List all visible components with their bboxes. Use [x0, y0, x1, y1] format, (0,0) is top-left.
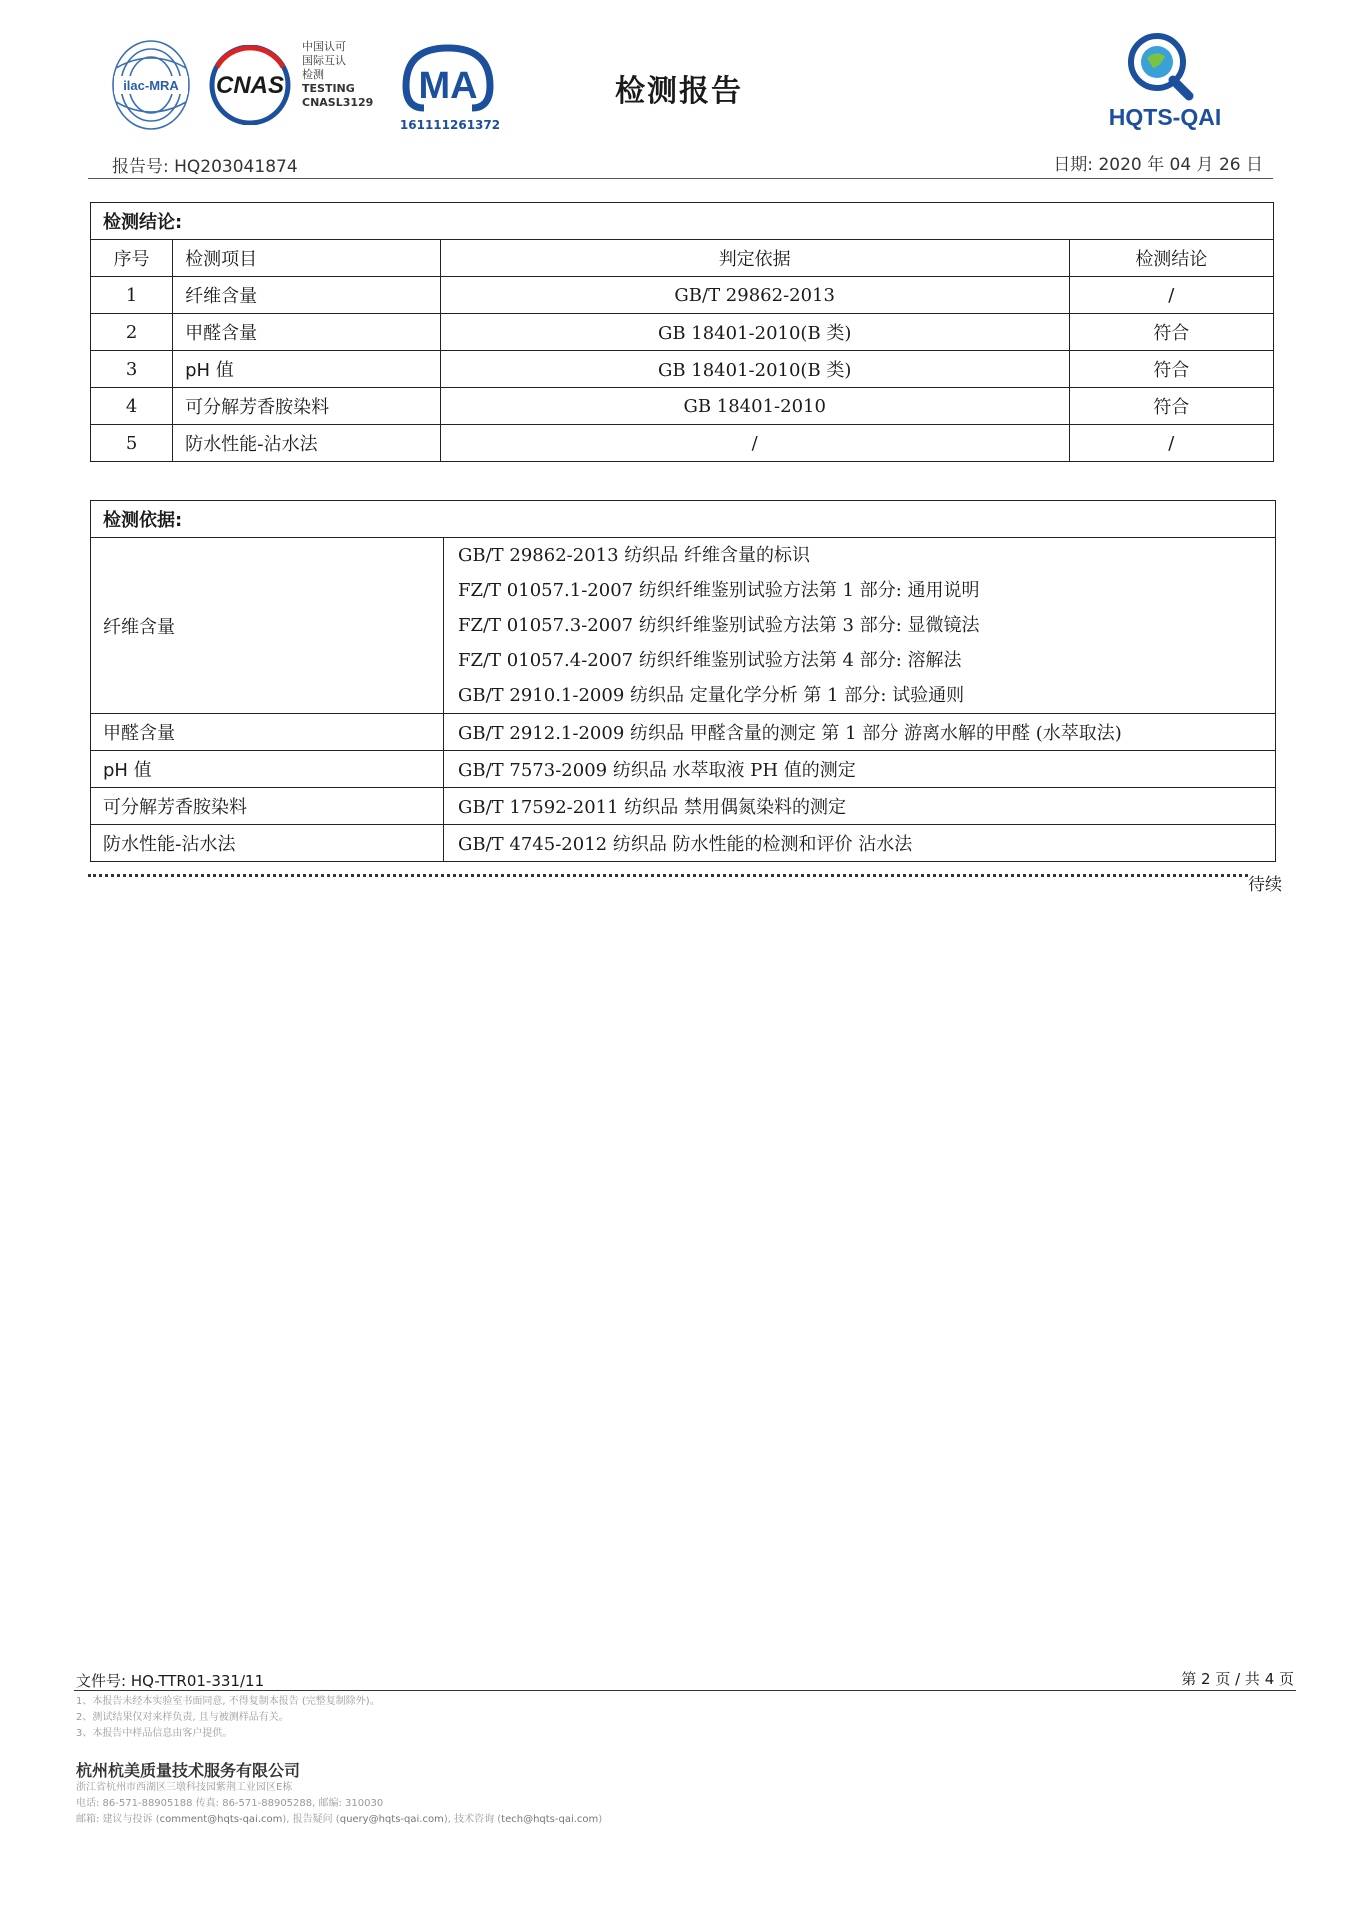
- row-result: 符合: [1069, 314, 1273, 351]
- table-row: [91, 788, 1276, 825]
- row-basis: /: [440, 425, 1069, 462]
- standard-line: GB/T 4745-2012 纺织品 防水性能的检测和评价 沾水法: [444, 825, 1276, 862]
- ma-number: 161111261372: [399, 118, 501, 132]
- table-row: [91, 751, 1276, 788]
- table-row: [91, 825, 1276, 862]
- table-row: [91, 714, 1276, 751]
- row-basis: GB/T 29862-2013: [440, 277, 1069, 314]
- note-line: 2、测试结果仅对来样负责, 且与被测样品有关。: [76, 1712, 289, 1723]
- ma-label: MA: [418, 65, 478, 107]
- footer-notes: [76, 1694, 380, 1742]
- continued-label: 待续: [1248, 875, 1282, 895]
- report-number: 报告号: HQ203041874: [112, 157, 298, 177]
- cnas-accreditation-text: 中国认可 国际互认 检测 TESTING CNASL3129: [302, 40, 374, 109]
- row-item: 可分解芳香胺染料: [173, 388, 441, 425]
- report-title: 检测报告: [615, 74, 743, 109]
- footer-divider: [74, 1690, 1296, 1691]
- col-header-no: 序号: [91, 240, 173, 277]
- basis-item: 甲醛含量: [91, 714, 444, 751]
- basis-item: 防水性能-沾水法: [91, 825, 444, 862]
- conclusion-table: [90, 202, 1274, 462]
- table-row: [91, 388, 1274, 425]
- row-item: 甲醛含量: [173, 314, 441, 351]
- basis-table: [90, 500, 1276, 862]
- basis-standards: [444, 538, 1276, 714]
- row-no: 2: [91, 314, 173, 351]
- ilac-label: ilac-MRA: [123, 78, 179, 93]
- col-header-item: 检测项目: [173, 240, 441, 277]
- table-row: [91, 425, 1274, 462]
- hqts-label: HQTS-QAI: [1108, 104, 1222, 130]
- company-name: 杭州杭美质量技术服务有限公司: [76, 1761, 301, 1780]
- row-result: /: [1069, 277, 1273, 314]
- cnas-label: CNAS: [215, 72, 285, 99]
- note-line: 3、本报告中样品信息由客户提供。: [76, 1728, 233, 1739]
- row-result: 符合: [1069, 351, 1273, 388]
- company-emails: 邮箱: 建议与投诉 (comment@hqts-qai.com), 报告疑问 (query@hqts-qai.com), 技术咨询 (tech@hqts-qai.com): [76, 1814, 603, 1825]
- standard-line: GB/T 2910.1-2009 纺织品 定量化学分析 第 1 部分: 试验通则: [458, 685, 965, 706]
- row-no: 5: [91, 425, 173, 462]
- row-no: 3: [91, 351, 173, 388]
- standard-line: GB/T 2912.1-2009 纺织品 甲醛含量的测定 第 1 部分 游离水解的甲醛 (水萃取法): [444, 714, 1276, 751]
- standard-line: FZ/T 01057.1-2007 纺织纤维鉴别试验方法第 1 部分: 通用说明: [458, 580, 980, 601]
- email-tech-link[interactable]: tech@hqts-qai.com: [501, 1814, 599, 1825]
- table-row: [91, 538, 1276, 714]
- standard-line: FZ/T 01057.3-2007 纺织纤维鉴别试验方法第 3 部分: 显微镜法: [458, 615, 980, 636]
- email-query-link[interactable]: query@hqts-qai.com: [339, 1814, 444, 1825]
- page-number: 第 2 页 / 共 4 页: [1181, 1670, 1294, 1688]
- row-item: 防水性能-沾水法: [173, 425, 441, 462]
- row-result: /: [1069, 425, 1273, 462]
- row-result: 符合: [1069, 388, 1273, 425]
- table-row: [91, 351, 1274, 388]
- row-basis: GB 18401-2010: [440, 388, 1069, 425]
- end-marker-line: [88, 874, 1248, 877]
- table-row: [91, 277, 1274, 314]
- company-address: 浙江省杭州市西湖区三墩科技园紫荆工业园区E栋: [76, 1782, 293, 1793]
- row-basis: GB 18401-2010(B 类): [440, 314, 1069, 351]
- standard-line: GB/T 29862-2013 纺织品 纤维含量的标识: [458, 545, 810, 566]
- basis-item: pH 值: [91, 751, 444, 788]
- hqts-globe-icon: [1125, 30, 1195, 102]
- standard-line: GB/T 17592-2011 纺织品 禁用偶氮染料的测定: [444, 788, 1276, 825]
- standard-line: FZ/T 01057.4-2007 纺织纤维鉴别试验方法第 4 部分: 溶解法: [458, 650, 962, 671]
- row-no: 1: [91, 277, 173, 314]
- company-contact: [76, 1780, 602, 1828]
- document-number: 文件号: HQ-TTR01-331/11: [76, 1672, 265, 1690]
- col-header-basis: 判定依据: [440, 240, 1069, 277]
- basis-item: 纤维含量: [91, 538, 444, 714]
- standard-line: GB/T 7573-2009 纺织品 水萃取液 PH 值的测定: [444, 751, 1276, 788]
- conclusion-section-title: 检测结论:: [91, 203, 1274, 240]
- table-row: [91, 314, 1274, 351]
- row-no: 4: [91, 388, 173, 425]
- company-phone: 电话: 86-571-88905188 传真: 86-571-88905288, 邮编: 310030: [76, 1798, 384, 1809]
- email-complaint-link[interactable]: comment@hqts-qai.com: [159, 1814, 283, 1825]
- basis-section-title: 检测依据:: [91, 501, 1276, 538]
- row-item: 纤维含量: [173, 277, 441, 314]
- row-item: pH 值: [173, 351, 441, 388]
- report-date: 日期: 2020 年 04 月 26 日: [1053, 155, 1263, 175]
- note-line: 1、本报告未经本实验室书面同意, 不得复制本报告 (完整复制除外)。: [76, 1696, 380, 1707]
- col-header-result: 检测结论: [1069, 240, 1273, 277]
- conclusion-header-row: [91, 240, 1274, 277]
- row-basis: GB 18401-2010(B 类): [440, 351, 1069, 388]
- basis-item: 可分解芳香胺染料: [91, 788, 444, 825]
- header-divider: [88, 178, 1273, 179]
